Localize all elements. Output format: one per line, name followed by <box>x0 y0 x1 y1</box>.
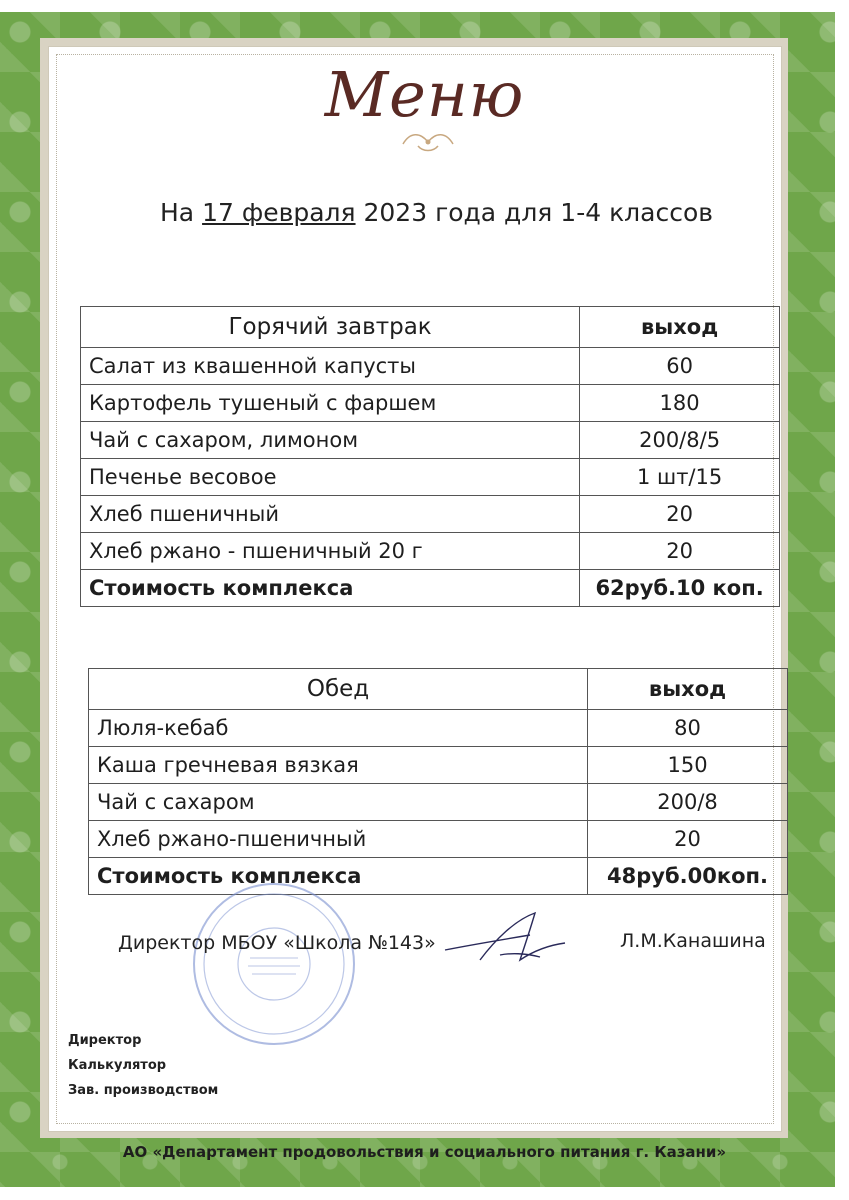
breakfast-table <box>80 306 780 607</box>
dish-name: Хлеб ржано-пшеничный <box>89 821 588 858</box>
table-header-row <box>81 307 780 348</box>
approval-production-head: Зав. производством <box>68 1083 219 1098</box>
table-row <box>81 422 780 459</box>
dish-yield: 60 <box>580 348 780 385</box>
date-prefix: На <box>160 198 203 227</box>
table-row <box>89 821 788 858</box>
approval-calculator: Калькулятор <box>68 1058 167 1073</box>
dish-name: Люля-кебаб <box>89 710 588 747</box>
table-row <box>89 784 788 821</box>
handwritten-signature-icon <box>440 905 570 975</box>
dish-name: Картофель тушеный с фаршем <box>81 385 580 422</box>
flourish-ornament-icon <box>398 130 458 154</box>
lunch-header: Обед <box>89 669 588 710</box>
table-row <box>89 710 788 747</box>
dish-yield: 1 шт/15 <box>580 459 780 496</box>
table-row <box>81 459 780 496</box>
table-row <box>81 533 780 570</box>
page-title: Меню <box>324 58 525 131</box>
table-row <box>81 348 780 385</box>
total-price: 62руб.10 коп. <box>580 570 780 607</box>
dish-yield: 200/8/5 <box>580 422 780 459</box>
table-row <box>81 385 780 422</box>
organization-footer: АО «Департамент продовольствия и социального питания г. Казани» <box>122 1143 727 1161</box>
table-row <box>81 496 780 533</box>
lunch-table <box>88 668 788 895</box>
dish-yield: 20 <box>580 533 780 570</box>
dish-yield: 20 <box>580 496 780 533</box>
total-label: Стоимость комплекса <box>89 858 588 895</box>
total-price: 48руб.00коп. <box>588 858 788 895</box>
dish-yield: 150 <box>588 747 788 784</box>
breakfast-header: Горячий завтрак <box>81 307 580 348</box>
dish-name: Каша гречневая вязкая <box>89 747 588 784</box>
menu-date: 17 февраля <box>202 198 356 227</box>
menu-date-line <box>160 198 713 227</box>
dish-yield: 20 <box>588 821 788 858</box>
dish-name: Печенье весовое <box>81 459 580 496</box>
dish-yield: 200/8 <box>588 784 788 821</box>
total-label: Стоимость комплекса <box>81 570 580 607</box>
dish-yield: 80 <box>588 710 788 747</box>
dish-name: Салат из квашенной капусты <box>81 348 580 385</box>
dish-yield: 180 <box>580 385 780 422</box>
date-suffix: 2023 года для 1-4 классов <box>355 198 713 227</box>
dish-name: Чай с сахаром <box>89 784 588 821</box>
total-row <box>81 570 780 607</box>
dish-name: Хлеб пшеничный <box>81 496 580 533</box>
yield-header: выход <box>588 669 788 710</box>
official-stamp-icon <box>190 880 358 1048</box>
dish-name: Чай с сахаром, лимоном <box>81 422 580 459</box>
yield-header: выход <box>580 307 780 348</box>
dish-name: Хлеб ржано - пшеничный 20 г <box>81 533 580 570</box>
table-row <box>89 747 788 784</box>
director-position: Директор МБОУ «Школа №143» <box>118 932 436 954</box>
approval-director: Директор <box>68 1033 142 1048</box>
table-header-row <box>89 669 788 710</box>
director-name: Л.М.Канашина <box>620 930 766 952</box>
